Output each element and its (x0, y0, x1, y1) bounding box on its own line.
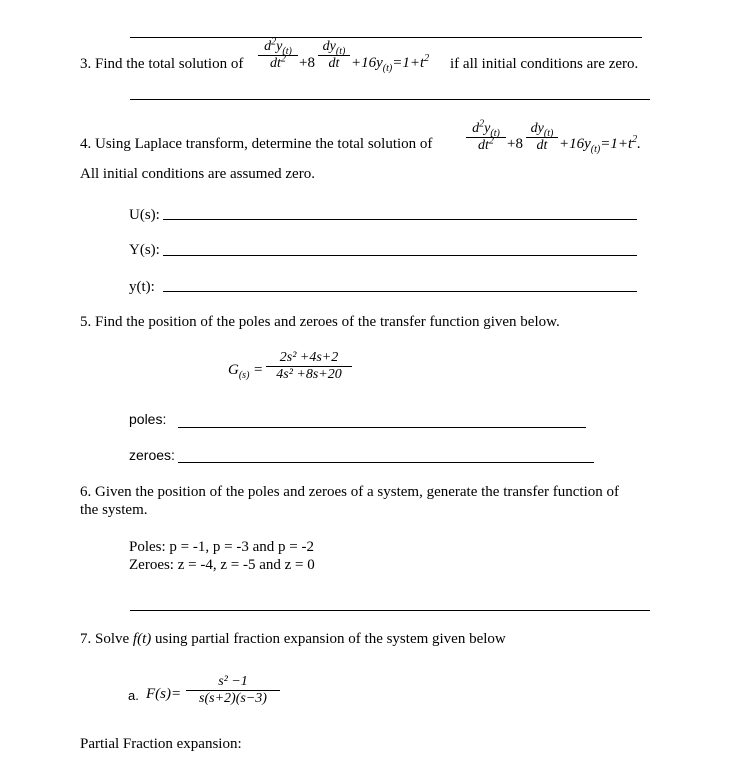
q3-rhs: $+16y_{(t)}=1+t^2$ (351, 53, 430, 74)
pfe-label: Partial Fraction expansion: (80, 736, 242, 752)
q7-item-label: a. (128, 688, 139, 703)
q3-d2-fraction: $d^2y_{(t)}$ $dt^2$ (258, 40, 298, 71)
answer-line-top (130, 37, 642, 38)
poles-label: poles: (129, 411, 167, 427)
q3-d1-fraction: $dy_{(t)}$ dt (318, 40, 350, 71)
zeroes-answer-line[interactable] (178, 462, 594, 463)
q4-plus8: +8 (507, 136, 523, 152)
q4-rhs: $+16y_{(t)}=1+t^2$. (559, 134, 641, 155)
q4-d1-fraction: $dy_{(t)}$ dt (526, 122, 558, 153)
q5-transfer-fraction: 2s² +4s+2 4s² +8s+20 (266, 351, 352, 382)
q4-d2-fraction: $d^2y_{(t)}$ $dt^2$ (466, 122, 506, 153)
u-label: U(s): (129, 207, 160, 223)
q5-equals: = (254, 362, 263, 378)
q3-prefix: 3. Find the total solution of (80, 56, 244, 72)
q3-plus8: +8 (299, 55, 315, 71)
q6-poles: Poles: p = -1, p = -3 and p = -2 (129, 539, 314, 555)
q4-line2: All initial conditions are assumed zero. (80, 166, 315, 182)
zeroes-label: zeroes: (129, 447, 175, 463)
answer-line-q3 (130, 99, 650, 100)
q7-f-label: F(s)= (146, 686, 182, 702)
q5-g-label: $G_{(s)}$ (228, 362, 250, 381)
poles-answer-line[interactable] (178, 427, 586, 428)
q6-zeroes: Zeroes: z = -4, z = -5 and z = 0 (129, 557, 315, 573)
u-answer-line[interactable] (163, 219, 637, 220)
answer-line-q6[interactable] (130, 610, 650, 611)
yt-label: y(t): (129, 279, 155, 295)
q6-prompt-line1: 6. Given the position of the poles and zeroes of a system, generate the transfer function of (80, 484, 619, 500)
y-label: Y(s): (129, 242, 160, 258)
q3-suffix: if all initial conditions are zero. (450, 56, 639, 72)
q5-prompt: 5. Find the position of the poles and zeroes of the transfer function given below. (80, 314, 560, 330)
y-answer-line[interactable] (163, 255, 637, 256)
q7-prompt: 7. Solve f(t) using partial fraction expansion of the system given below (80, 631, 506, 647)
q6-prompt-line2: the system. (80, 502, 148, 518)
yt-answer-line[interactable] (163, 291, 637, 292)
q7-fraction: s² −1 s(s+2)(s−3) (186, 675, 280, 706)
q4-prefix: 4. Using Laplace transform, determine the total solution of (80, 136, 433, 152)
